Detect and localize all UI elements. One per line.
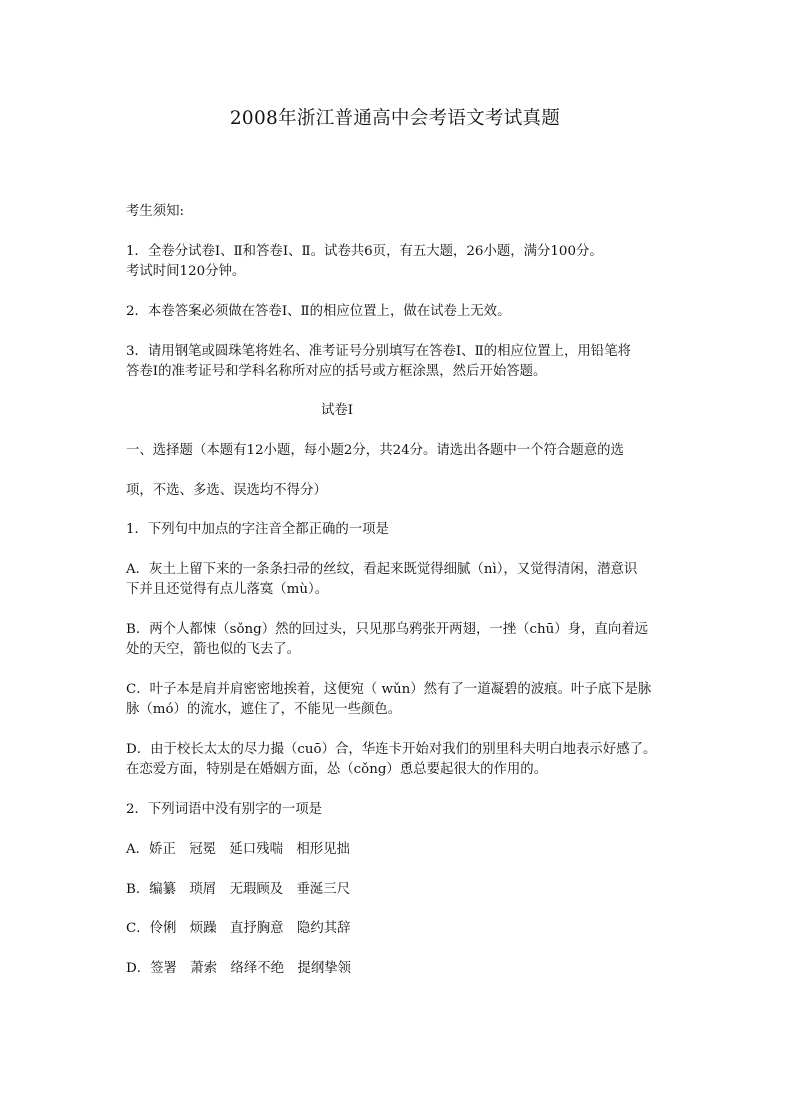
section1-instruction-line2: 项，不选、多选、误选均不得分）	[126, 483, 327, 498]
question-1-option-c-line2: 脉（mó）的流水，遮住了，不能见一些颜色。	[126, 702, 402, 717]
document-title: 2008年浙江普通高中会考语文考试真题	[229, 108, 561, 129]
question-2-stem: 2．下列词语中没有别字的一项是	[126, 802, 322, 817]
question-2-option-b: B．编纂 琐屑 无瑕顾及 垂涎三尺	[126, 882, 351, 897]
section1-instruction-line1: 一、选择题（本题有12小题，每小题2分，共24分。请选出各题中一个符合题意的选	[126, 443, 624, 458]
notice-item-2: 2．本卷答案必须做在答卷Ⅰ、Ⅱ的相应位置上，做在试卷上无效。	[126, 304, 511, 319]
question-1-option-d-line1: D．由于校长太太的尽力撮（cuō）合，华连卡开始对我们的别里科夫明白地表示好感了。	[126, 742, 657, 757]
question-1-option-d-line2: 在恋爱方面，特别是在婚姻方面，怂（cǒng）恿总要起很大的作用的。	[126, 762, 548, 777]
question-1-option-c-line1: C．叶子本是肩并肩密密地挨着，这便宛（ wǔn）然有了一道凝碧的波痕。叶子底下是脉	[126, 682, 652, 697]
question-2-option-d: D．签署 萧索 络绎不绝 提纲挚领	[126, 961, 351, 976]
notice-item-3-line2: 答卷Ⅰ的准考证号和学科名称所对应的括号或方框涂黑，然后开始答题。	[126, 364, 547, 379]
question-1-option-a-line2: 下并且还觉得有点儿落寞（mù）。	[126, 582, 329, 597]
paper-label: 试卷Ⅰ	[320, 403, 354, 418]
question-1-option-a-line1: A．灰土上留下来的一条条扫帚的丝纹，看起来既觉得细腻（nì），又觉得清闲，潜意识	[126, 562, 638, 577]
notice-heading: 考生须知:	[126, 204, 185, 219]
question-1-option-b-line2: 处的天空，箭也似的飞去了。	[126, 642, 301, 657]
notice-item-1-line1: 1．全卷分试卷Ⅰ、Ⅱ和答卷Ⅰ、Ⅱ。试卷共6页，有五大题，26小题，满分100分。	[126, 244, 603, 259]
notice-item-3-line1: 3．请用钢笔或圆珠笔将姓名、准考证号分别填写在答卷Ⅰ、Ⅱ的相应位置上，用铅笔将	[126, 344, 631, 359]
question-2-option-c: C．伶俐 烦躁 直抒胸意 隐约其辞	[126, 921, 351, 936]
question-1-option-b-line1: B．两个人都悚（sǒng）然的回过头，只见那乌鸦张开两翅，一挫（chū）身，直向着远	[126, 622, 648, 637]
notice-item-1-line2: 考试时间120分钟。	[126, 264, 246, 279]
question-1-stem: 1．下列句中加点的字注音全都正确的一项是	[126, 522, 389, 537]
question-2-option-a: A．娇正 冠冕 延口残喘 相形见拙	[126, 842, 350, 857]
